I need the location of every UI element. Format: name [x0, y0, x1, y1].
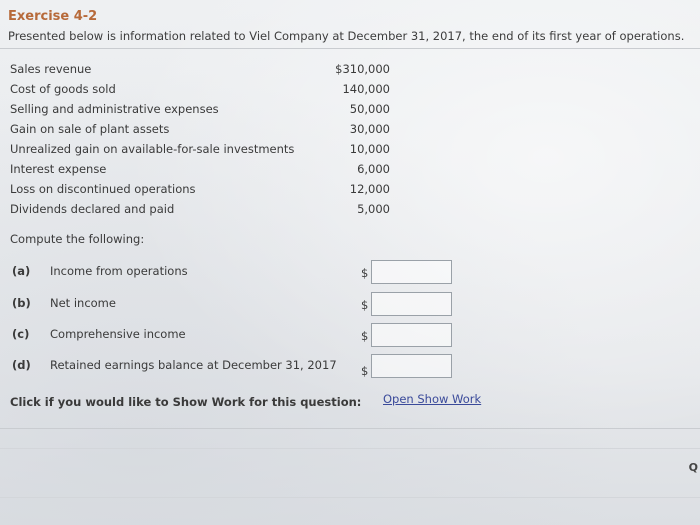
item-value: 10,000 [349, 142, 390, 156]
divider [0, 48, 700, 49]
compute-heading: Compute the following: [10, 232, 145, 246]
item-label: Sales revenue [10, 62, 92, 76]
question-text: Income from operations [50, 264, 188, 278]
list-item [10, 199, 390, 219]
net-income-input[interactable] [371, 292, 452, 316]
item-label: Gain on sale of plant assets [10, 122, 170, 136]
item-value: 30,000 [349, 122, 390, 136]
currency-symbol: $ [361, 364, 369, 378]
divider [0, 448, 700, 449]
question-text: Retained earnings balance at December 31, 2017 [50, 358, 337, 372]
item-label: Loss on discontinued operations [10, 182, 196, 196]
comprehensive-income-input[interactable] [371, 323, 452, 347]
question-text: Comprehensive income [50, 327, 186, 341]
item-value: 5,000 [357, 202, 390, 216]
exercise-title: Exercise 4-2 [8, 9, 98, 24]
question-letter: (c) [12, 327, 30, 341]
retained-earnings-input[interactable] [371, 354, 452, 378]
income-from-operations-input[interactable] [371, 260, 452, 284]
list-item [10, 59, 390, 79]
item-value: 140,000 [342, 82, 390, 96]
list-item [10, 159, 390, 179]
item-label: Interest expense [10, 162, 107, 176]
list-item [10, 119, 390, 139]
divider [0, 497, 700, 498]
item-label: Cost of goods sold [10, 82, 116, 96]
item-value: 6,000 [357, 162, 390, 176]
show-work-prompt: Click if you would like to Show Work for this question: [10, 395, 362, 409]
open-show-work-link[interactable]: Open Show Work [383, 392, 482, 406]
list-item [10, 139, 390, 159]
item-value: $310,000 [335, 62, 390, 76]
item-label: Dividends declared and paid [10, 202, 175, 216]
list-item [10, 79, 390, 99]
question-letter: (a) [12, 264, 31, 278]
question-letter: (d) [12, 358, 31, 372]
data-list [10, 59, 390, 219]
currency-symbol: $ [361, 329, 369, 343]
currency-symbol: $ [361, 298, 369, 312]
item-label: Selling and administrative expenses [10, 102, 219, 116]
divider [0, 428, 700, 429]
question-text: Net income [50, 296, 116, 310]
currency-symbol: $ [361, 266, 369, 280]
item-value: 50,000 [349, 102, 390, 116]
item-value: 12,000 [349, 182, 390, 196]
list-item [10, 99, 390, 119]
corner-label: Q [688, 461, 698, 474]
question-letter: (b) [12, 296, 31, 310]
list-item [10, 179, 390, 199]
item-label: Unrealized gain on available-for-sale investments [10, 142, 295, 156]
exercise-intro: Presented below is information related to Viel Company at December 31, 2017, the end of its first year of operations. [8, 29, 685, 43]
